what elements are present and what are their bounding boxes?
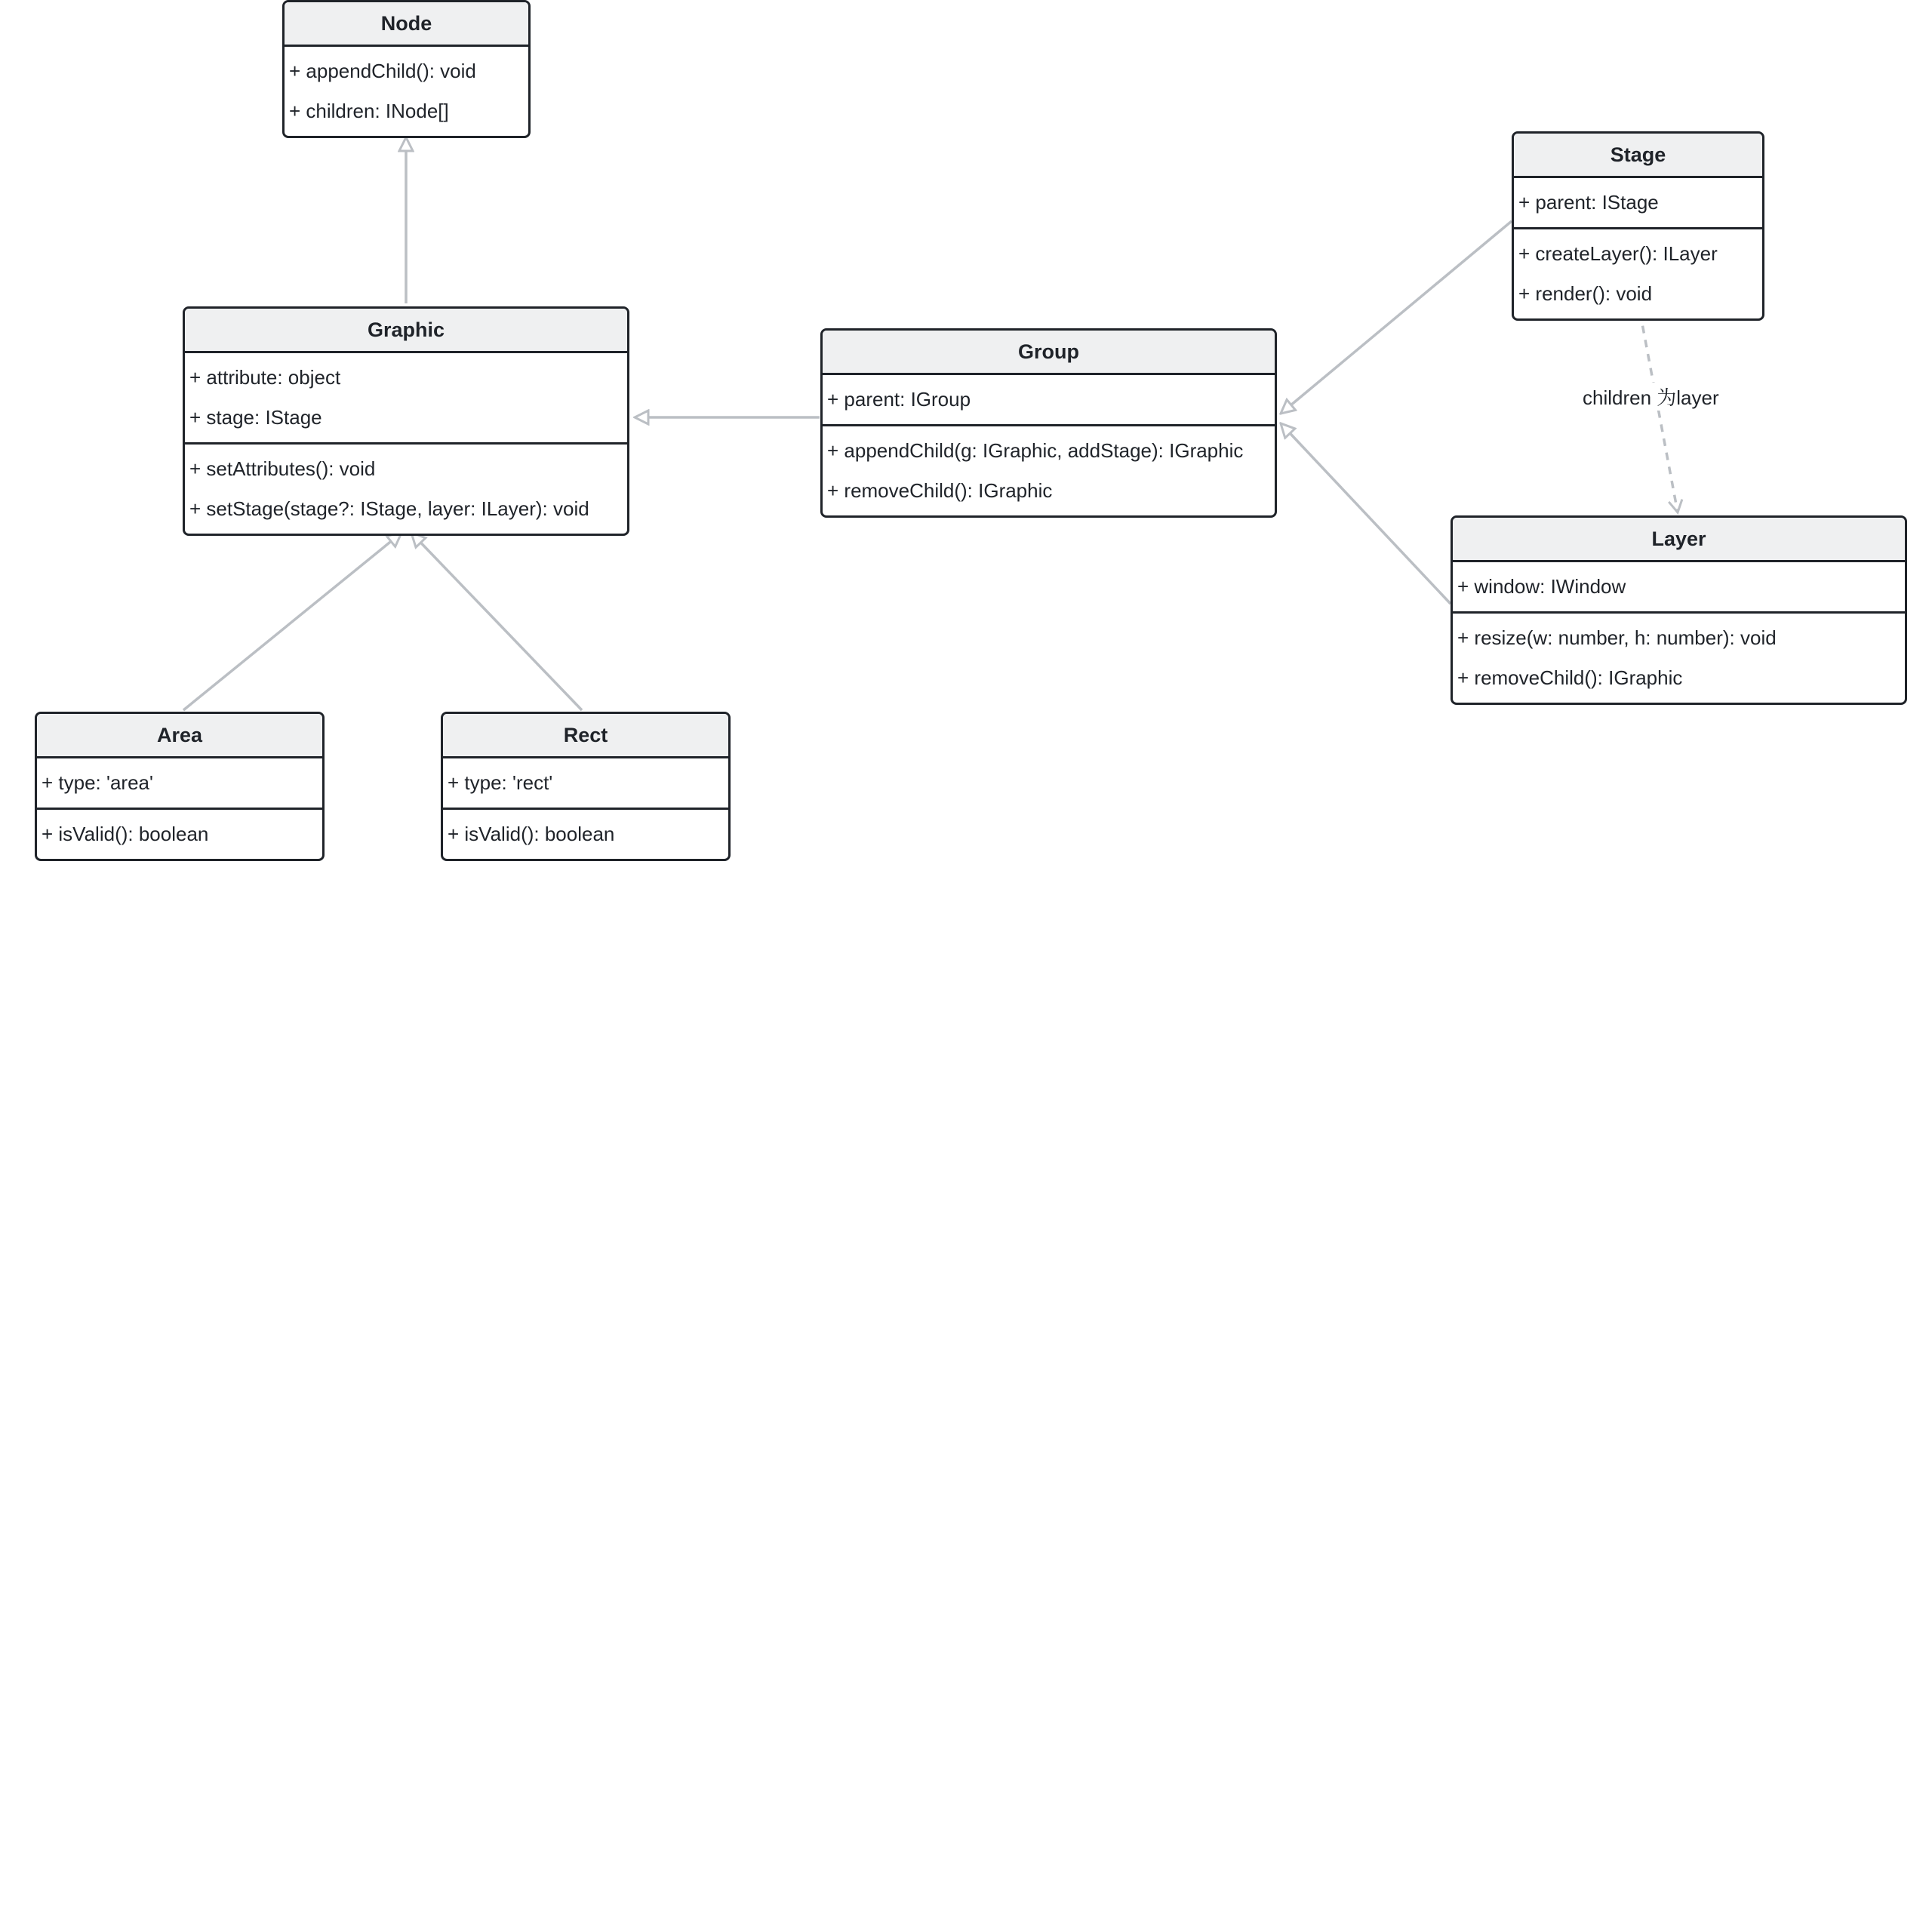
class-graphic-method: + setAttributes(): void bbox=[189, 457, 376, 480]
class-layer-attributes bbox=[1453, 562, 1905, 614]
class-area-name: Area bbox=[37, 714, 322, 758]
edge-layer-to-group bbox=[1281, 423, 1451, 604]
class-group-attributes bbox=[823, 375, 1275, 426]
class-rect-attribute: + type: 'rect' bbox=[448, 771, 553, 794]
class-group-attribute: + parent: IGroup bbox=[827, 388, 971, 411]
class-graphic-name: Graphic bbox=[185, 309, 627, 353]
class-group-methods bbox=[823, 426, 1275, 515]
class-graphic-attribute: + stage: IStage bbox=[189, 406, 322, 429]
class-rect-method: + isValid(): boolean bbox=[448, 823, 615, 845]
class-group-method: + removeChild(): IGraphic bbox=[827, 479, 1053, 502]
class-graphic-method: + setStage(stage?: IStage, layer: ILayer): void bbox=[189, 497, 589, 520]
class-stage-attribute: + parent: IStage bbox=[1518, 191, 1659, 214]
class-layer-method: + removeChild(): IGraphic bbox=[1457, 666, 1683, 689]
dependency-label: children 为layer bbox=[1583, 383, 1719, 411]
class-area-attributes bbox=[37, 758, 322, 810]
edge-stage-to-layer-dependency bbox=[1640, 312, 1678, 512]
class-rect-attributes bbox=[443, 758, 728, 810]
edge-area-to-graphic bbox=[183, 533, 401, 710]
class-stage-method: + render(): void bbox=[1518, 282, 1653, 305]
class-stage-attributes bbox=[1514, 178, 1762, 229]
edge-rect-to-graphic bbox=[411, 533, 582, 710]
class-rect[interactable] bbox=[441, 712, 731, 861]
class-layer-name: Layer bbox=[1453, 518, 1905, 562]
class-area-methods bbox=[37, 810, 322, 859]
class-graphic-attribute: + attribute: object bbox=[189, 366, 341, 389]
class-area-method: + isValid(): boolean bbox=[42, 823, 209, 845]
class-group-method: + appendChild(g: IGraphic, addStage): IGraphic bbox=[827, 439, 1244, 462]
class-group[interactable] bbox=[820, 328, 1277, 518]
class-graphic-attributes bbox=[185, 353, 627, 445]
edge-stage-to-group bbox=[1281, 221, 1512, 414]
class-graphic[interactable] bbox=[183, 306, 629, 536]
class-layer-method: + resize(w: number, h: number): void bbox=[1457, 626, 1777, 649]
class-area-attribute: + type: 'area' bbox=[42, 771, 153, 794]
class-node-methods bbox=[285, 47, 528, 136]
class-stage[interactable] bbox=[1512, 131, 1764, 321]
class-stage-method: + createLayer(): ILayer bbox=[1518, 242, 1718, 265]
class-graphic-methods bbox=[185, 445, 627, 534]
class-layer[interactable] bbox=[1451, 515, 1907, 705]
class-group-name: Group bbox=[823, 331, 1275, 375]
class-stage-name: Stage bbox=[1514, 134, 1762, 178]
class-layer-methods bbox=[1453, 614, 1905, 703]
class-node-method: + appendChild(): void bbox=[289, 60, 476, 82]
class-rect-name: Rect bbox=[443, 714, 728, 758]
class-node-method: + children: INode[] bbox=[289, 100, 449, 122]
class-layer-attribute: + window: IWindow bbox=[1457, 575, 1626, 598]
class-stage-methods bbox=[1514, 229, 1762, 318]
class-node-name: Node bbox=[285, 2, 528, 47]
class-node[interactable] bbox=[282, 0, 531, 138]
class-area[interactable] bbox=[35, 712, 325, 861]
class-rect-methods bbox=[443, 810, 728, 859]
